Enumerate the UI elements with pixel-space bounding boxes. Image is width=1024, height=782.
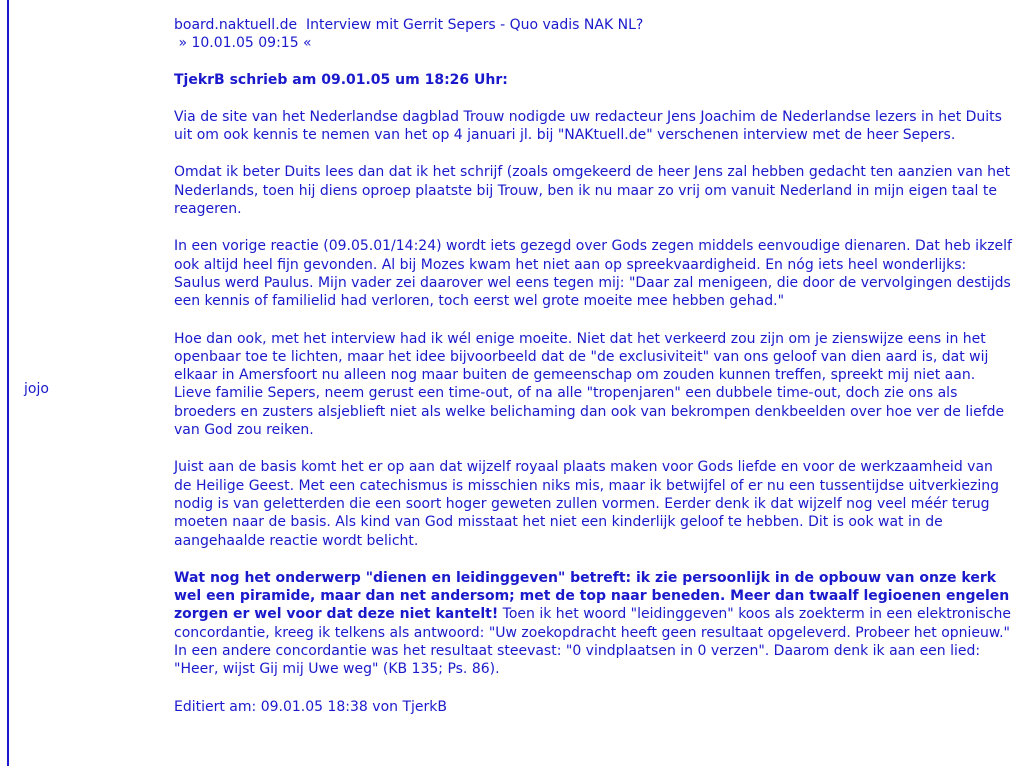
post-timestamp: » 10.01.05 09:15 « <box>174 35 312 52</box>
left-border-rule <box>7 0 9 766</box>
post-paragraph-6-normal: Toen ik het woord "leidinggeven" koos als zoekterm in een elektronische concordantie, kreeg ik telkens als antwoord: "Uw zoekopdracht heeft geen resultaat opgeleverd. Probeer het opnieuw." In een andere concordantie was het resultaat steevast: "0 vindplaatsen in 0 verzen". Daarom denk ik aan een lied: "Heer, wijst Gij mij Uwe weg" (KB 135; Ps. 86). <box>174 606 1011 678</box>
quote-header: TjekrB schrieb am 09.01.05 um 18:26 Uhr: <box>174 71 508 88</box>
edited-note: Editiert am: 09.01.05 18:38 von TjerkB <box>174 698 447 715</box>
post-paragraph-6-bold: Wat nog het onderwerp "dienen en leidinggeven" betreft: ik zie persoonlijk in de opbouw van onze kerk wel een piramide, maar dan net andersom; met de top naar beneden. Meer dan twaalf legioenen engelen zorgen er wel voor dat deze niet kantelt! <box>174 569 1010 623</box>
post-paragraph-2: Omdat ik beter Duits lees dan dat ik het schrijf (zoals omgekeerd de heer Jens zal hebben gedacht ten aanzien van het Nederlands, toen hij diens oproep plaatste bij Trouw, ben ik nu maar zo vrij om vanuit Nederland in mijn eigen taal te reageren. <box>174 164 1011 218</box>
post-paragraph-5: Juist aan de basis komt het er op aan dat wijzelf royaal plaats maken voor Gods liefde en voor de werkzaamheid van de Heilige Geest. Met een catechismus is misschien niks mis, maar ik betwijfel of er nu een tussentijdse uitverkiezing nodig is van geletterden die een soort hoger geweten zullen vormen. Eerder denk ik dat wijzelf nog veel méér terug moeten naar de basis. Als kind van God misstaat het niet een kinderlijk geloof te hebben. Dit is ook wat in de aangehaalde reactie wordt belicht. <box>174 459 1000 549</box>
post-paragraph-3: In een vorige reactie (09.05.01/14:24) wordt iets gezegd over Gods zegen middels eenvoudige dienaren. Dat heb ikzelf ook altijd heel fijn gevonden. Al bij Mozes kwam het niet aan op spreekvaardigheid. En nóg iets heel wonderlijks: Saulus werd Paulus. Mijn vader zei daarover wel eens tegen mij: "Daar zal menigeen, die door de vervolgingen destijds een kennis of familielid had verloren, toch eerst wel grote moeite mee hebben gehad." <box>174 238 1012 310</box>
post-paragraph-1: Via de site van het Nederlandse dagblad Trouw nodigde uw redacteur Jens Joachim de Nederlandse lezers in het Duits uit om ook kennis te nemen van het op 4 januari jl. bij "NAKtuell.de" verschenen interview met de heer Sepers. <box>174 108 1002 144</box>
post-source-title: board.naktuell.de Interview mit Gerrit Sepers - Quo vadis NAK NL? <box>174 17 644 33</box>
post-paragraph-4: Hoe dan ook, met het interview had ik wél enige moeite. Niet dat het verkeerd zou zijn om je zienswijze eens in het openbaar toe te lichten, maar het idee bijvoorbeeld dat de "de exclusiviteit" van ons geloof van dien aard is, dat wij elkaar in Amersfoort nu alleen nog maar buiten de gemeenschap om zouden kunnen treffen, spreekt mij niet aan. Lieve familie Sepers, neem gerust een time-out, of na alle "tropenjaren" een dubbele time-out, doch zie ons als broeders en zusters alsjeblieft niet als welke belichaming dan ook van bekrompen denkbeelden over hoe ver de liefde van God zou reiken. <box>174 330 1005 439</box>
post-paragraph-6 <box>174 569 1014 679</box>
post-body <box>174 16 1014 716</box>
post-author: jojo <box>24 381 49 397</box>
